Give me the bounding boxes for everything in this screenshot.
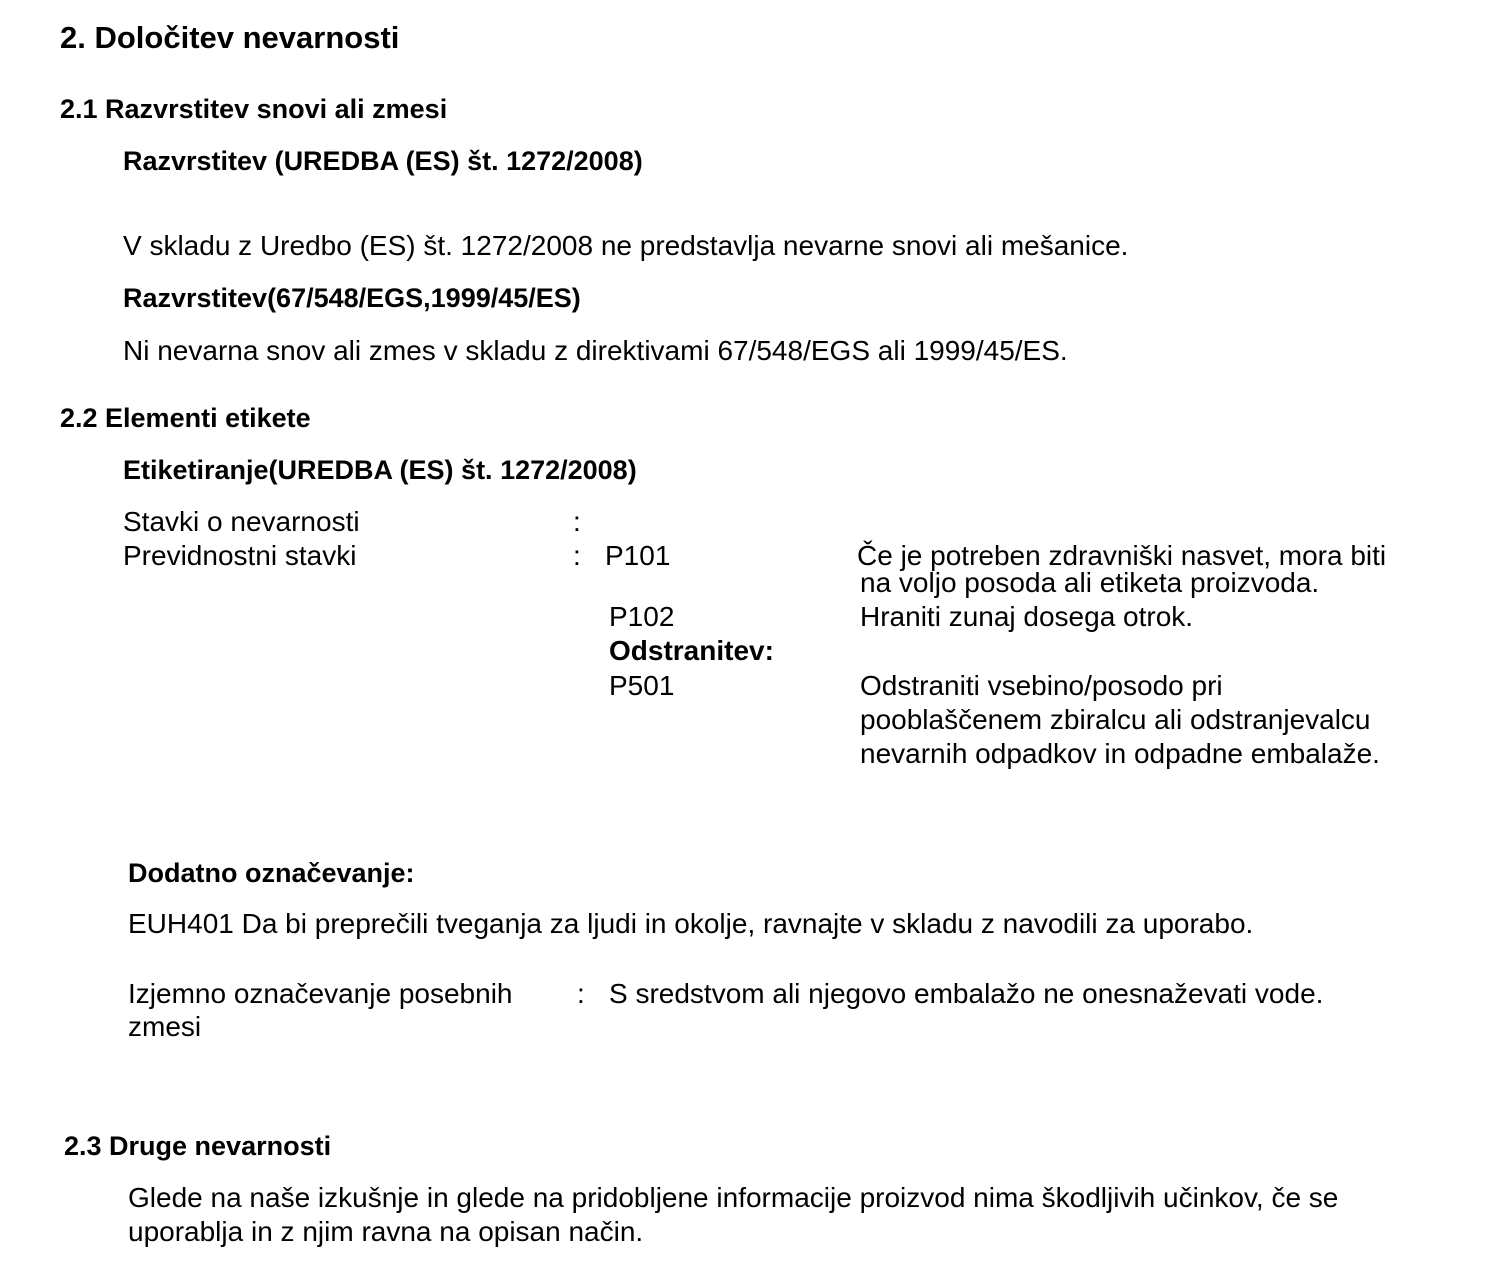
p501-code: P501: [609, 670, 675, 701]
special-labelling-colon: :: [577, 978, 585, 1009]
p102-code: P102: [609, 601, 675, 632]
euh401-statement: EUH401 Da bi preprečili tveganja za ljudi in okolje, ravnajte v skladu z navodili za uporabo.: [128, 908, 1254, 939]
clp-classification-heading: Razvrstitev (UREDBA (ES) št. 1272/2008): [123, 146, 643, 176]
labelling-heading: Etiketiranje(UREDBA (ES) št. 1272/2008): [123, 455, 637, 485]
special-labelling-label-line-2: zmesi: [128, 1011, 202, 1042]
hazard-statements-label: Stavki o nevarnosti: [123, 506, 360, 537]
hazard-statements-colon: :: [573, 506, 581, 537]
precautionary-statements-label: Previdnostni stavki: [123, 540, 357, 571]
subsection-title-2-2: 2.2 Elementi etikete: [60, 403, 311, 433]
precautionary-statements-colon: :: [573, 540, 581, 571]
other-hazards-text-line-2: uporablja in z njim ravna na opisan način.: [128, 1216, 644, 1247]
clp-classification-text: V skladu z Uredbo (ES) št. 1272/2008 ne predstavlja nevarne snovi ali mešanice.: [123, 230, 1129, 261]
p501-text-line-1: Odstraniti vsebino/posodo pri: [860, 670, 1223, 701]
p101-text-line-1: Če je potreben zdravniški nasvet, mora biti: [857, 540, 1387, 571]
additional-labelling-heading: Dodatno označevanje:: [128, 858, 415, 888]
special-labelling-label-line-1: Izjemno označevanje posebnih: [128, 978, 513, 1009]
disposal-heading: Odstranitev:: [609, 635, 774, 666]
other-hazards-text-line-1: Glede na naše izkušnje in glede na pridobljene informacije proizvod nima škodljivih učinkov, če se: [128, 1182, 1339, 1213]
p501-text-line-2: pooblaščenem zbiralcu ali odstranjevalcu: [860, 704, 1371, 735]
p101-text-line-2: na voljo posoda ali etiketa proizvoda.: [860, 567, 1320, 598]
p501-text-line-3: nevarnih odpadkov in odpadne embalaže.: [860, 738, 1380, 769]
section-title: 2. Določitev nevarnosti: [60, 20, 400, 55]
subsection-title-2-1: 2.1 Razvrstitev snovi ali zmesi: [60, 94, 448, 124]
dsd-classification-heading: Razvrstitev(67/548/EGS,1999/45/ES): [123, 283, 581, 313]
special-labelling-text: S sredstvom ali njegovo embalažo ne onesnaževati vode.: [609, 978, 1324, 1009]
p102-text: Hraniti zunaj dosega otrok.: [860, 601, 1194, 632]
p101-code: P101: [605, 540, 671, 571]
subsection-title-2-3: 2.3 Druge nevarnosti: [64, 1131, 332, 1161]
dsd-classification-text: Ni nevarna snov ali zmes v skladu z direktivami 67/548/EGS ali 1999/45/ES.: [123, 335, 1068, 366]
